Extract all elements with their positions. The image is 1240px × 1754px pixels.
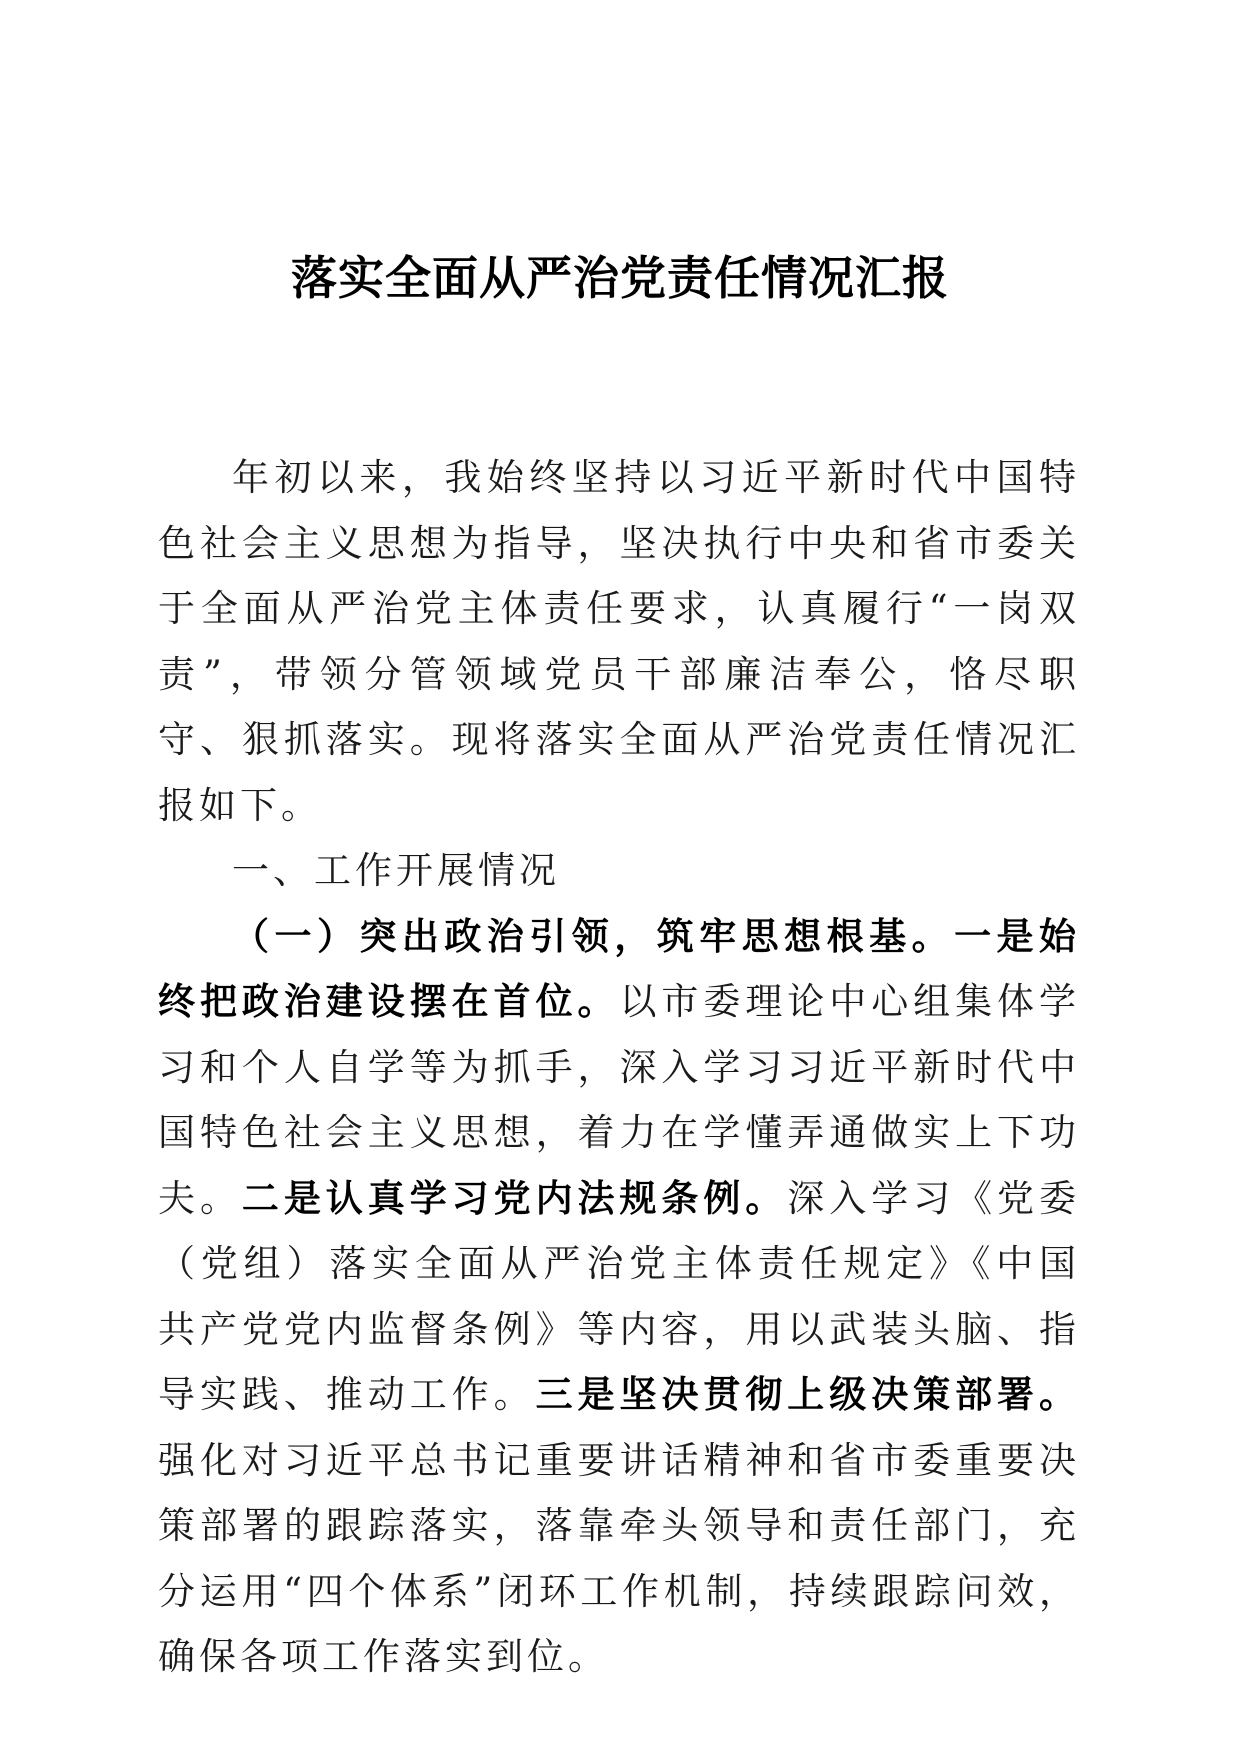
section-heading-1: 一、工作开展情况 — [232, 849, 560, 892]
point-2-text: 深入学习《党委（党组）落实全面从严治党主体责任规定》《中国共产党党内监督条例》等内容，用以武装头脑、指导实践、推动工作。 — [158, 1176, 1081, 1416]
point-2-title: 二是认真学习党内法规条例。 — [241, 1175, 788, 1220]
subsection-paragraph-1 — [158, 904, 1080, 1690]
document-body — [158, 445, 1080, 1690]
point-3-title: 三是坚决贯彻上级决策部署。 — [535, 1372, 1081, 1416]
point-1-title: 一是始终把政治建设摆在首位。 — [158, 913, 1081, 1023]
intro-paragraph: 年初以来，我始终坚持以习近平新时代中国特色社会主义思想为指导，坚决执行中央和省市委关于全面从严治党主体责任要求，认真履行“一岗双责”，带领分管领域党员干部廉洁奉公，恪尽职守、狠抓落实。现将落实全面从严治党责任情况汇报如下。 — [158, 456, 1080, 827]
point-1-text: 以市委理论中心组集体学习和个人自学等为抓手，深入学习习近平新时代中国特色社会主义思想，着力在学懂弄通做实上下功夫。 — [158, 980, 1081, 1220]
point-3-text: 强化对习近平总书记重要讲话精神和省市委重要决策部署的跟踪落实，落靠牵头领导和责任部门，充分运用“四个体系”闭环工作机制，持续跟踪问效，确保各项工作落实到位。 — [158, 1438, 1080, 1678]
subsection-heading: （一）突出政治引领，筑牢思想根基。 — [232, 913, 955, 958]
document-title: 落实全面从严治党责任情况汇报 — [291, 251, 949, 305]
